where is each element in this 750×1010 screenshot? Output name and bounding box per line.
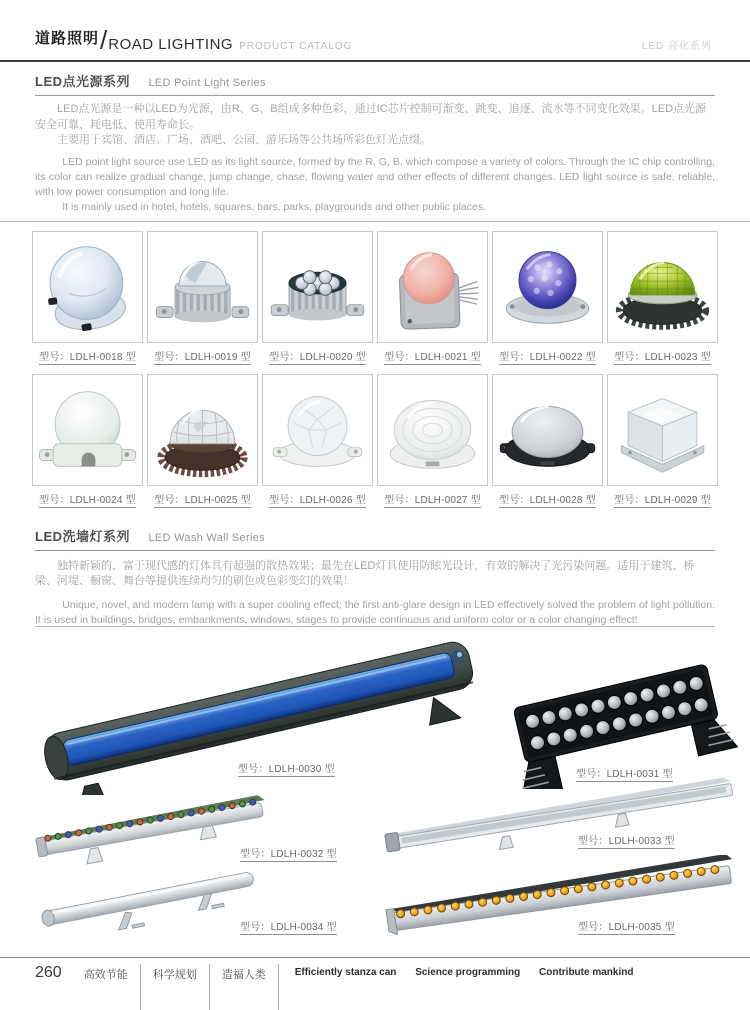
product-image-ldlh-0021 [377,231,488,343]
product-card [32,231,143,365]
product-image-ldlh-0034 [28,863,276,941]
product-card [492,231,603,365]
catalog-label: PRODUCT CATALOG [239,41,353,52]
product-card [262,231,373,365]
point-light-grid-row2 [32,374,718,508]
slogan-cn-3: 造福人类 [210,964,279,1010]
paragraph-text: Unique, novel, and modern lamp with a super cooling effect; the first anti-glare design in LED effectively solved the problem of light pollution. It is used in buildings, bridges, embankments, windows, stages to provide continuous and uniform color or a color changing effect! [35,598,715,626]
slogan-cn-1: 高效节能 [72,964,141,1010]
paragraph-text: LED点光源是一种以LED为光源，由R、G、B组成多种色彩，通过IC芯片控制可渐变、跳变、追逐、流水等不同变化效果。LED点光源安全可靠、耗电低、使用寿命长。 [35,103,707,131]
section-title-en: LED Wash Wall Series [148,531,265,544]
product-image-ldlh-0026 [262,374,373,486]
product-image-ldlh-0023 [607,231,718,343]
model-label: 型号：LDLH-0031 型 [576,765,673,782]
point-light-grid-row1 [32,231,718,365]
model-label: 型号：LDLH-0023 型 [614,348,711,365]
point-light-paragraph-en [35,155,715,215]
product-card [607,374,718,508]
brand-english: ROAD LIGHTING [108,36,234,53]
model-label: 型号：LDLH-0020 型 [269,348,366,365]
series-tag: LED 亮化系列 [641,41,712,52]
brand-slash: / [100,25,108,55]
model-label: 型号：LDLH-0027 型 [384,491,481,508]
model-label: 型号：LDLH-0018 型 [39,348,136,365]
model-label: 型号：LDLH-0028 型 [499,491,596,508]
page-header [0,0,750,62]
model-label: 型号：LDLH-0035 型 [578,918,675,935]
product-image-ldlh-0018 [32,231,143,343]
slogan-en-1: Efficiently stanza can [294,967,397,978]
divider [0,221,750,222]
slogan-en-3: Contribute mankind [539,967,634,978]
footer-row [0,958,750,1010]
paragraph-text: 主要用于宾馆、酒店、广场、酒吧、公园、游乐场等公共场所彩色灯光点缀。 [57,134,431,146]
product-image-ldlh-0029 [607,374,718,486]
product-card [607,231,718,365]
product-image-ldlh-0035 [378,855,748,941]
model-label: 型号：LDLH-0022 型 [499,348,596,365]
paragraph-text: LED point light source use LED as its light source, formed by the R, G, B, which compose a variety of colors. Through the IC chip controlling, its color can realize gradual change, jump change, chase, flowing water and other effects of different changes. LED light source is safe, reliable, with low power consumption and long life. [35,155,715,198]
point-light-paragraph-cn [35,102,715,149]
product-image-ldlh-0024 [32,374,143,486]
product-image-ldlh-0022 [492,231,603,343]
section-title-en: LED Point Light Series [148,77,266,89]
product-card [377,231,488,365]
model-label: 型号：LDLH-0021 型 [384,348,481,365]
slogan-cn-2: 科学规划 [141,964,210,1010]
section-head-point-light [35,67,715,96]
product-card [377,374,488,508]
page-footer [0,957,750,1010]
page-number: 260 [35,964,62,981]
product-image-ldlh-0025 [147,374,258,486]
product-image-ldlh-0028 [492,374,603,486]
slogan-en [295,964,650,978]
wash-wall-paragraph-en [35,598,715,628]
model-label: 型号：LDLH-0032 型 [240,845,337,862]
model-label: 型号：LDLH-0026 型 [269,491,366,508]
product-image-ldlh-0032 [28,790,276,870]
product-image-ldlh-0033 [380,777,748,855]
model-label: 型号：LDLH-0033 型 [578,832,675,849]
product-card [32,374,143,508]
paragraph-text: It is mainly used in hotel, hotels, squares, bars, parks, playgrounds and other public places. [62,200,487,213]
paragraph-text: 独特新颖的、富于现代感的灯体具有超强的散热效果；最先在LED灯具使用防眩光设计，有效的解决了光污染问题。适用于建筑、桥梁、河堤、橱窗、舞台等提供连续均匀的刷色或色彩变幻的效果！ [35,559,695,587]
model-label: 型号：LDLH-0025 型 [154,491,251,508]
model-label: 型号：LDLH-0030 型 [238,760,335,777]
slogan-en-2: Science programming [415,967,521,978]
wash-wall-products [0,627,750,958]
model-label: 型号：LDLH-0029 型 [614,491,711,508]
brand-chinese: 道路照明 [35,30,100,47]
model-label: 型号：LDLH-0034 型 [240,918,337,935]
product-image-ldlh-0027 [377,374,488,486]
model-label: 型号：LDLH-0019 型 [154,348,251,365]
product-card [147,231,258,365]
model-label: 型号：LDLH-0024 型 [39,491,136,508]
section-head-wash-wall [35,522,715,551]
product-card [262,374,373,508]
section-title-cn: LED点光源系列 [35,74,131,89]
product-card [492,374,603,508]
product-image-ldlh-0020 [262,231,373,343]
product-image-ldlh-0019 [147,231,258,343]
product-card [147,374,258,508]
brand [35,25,352,56]
section-title-cn: LED洗墙灯系列 [35,528,131,544]
wash-wall-paragraph-cn [35,559,715,590]
